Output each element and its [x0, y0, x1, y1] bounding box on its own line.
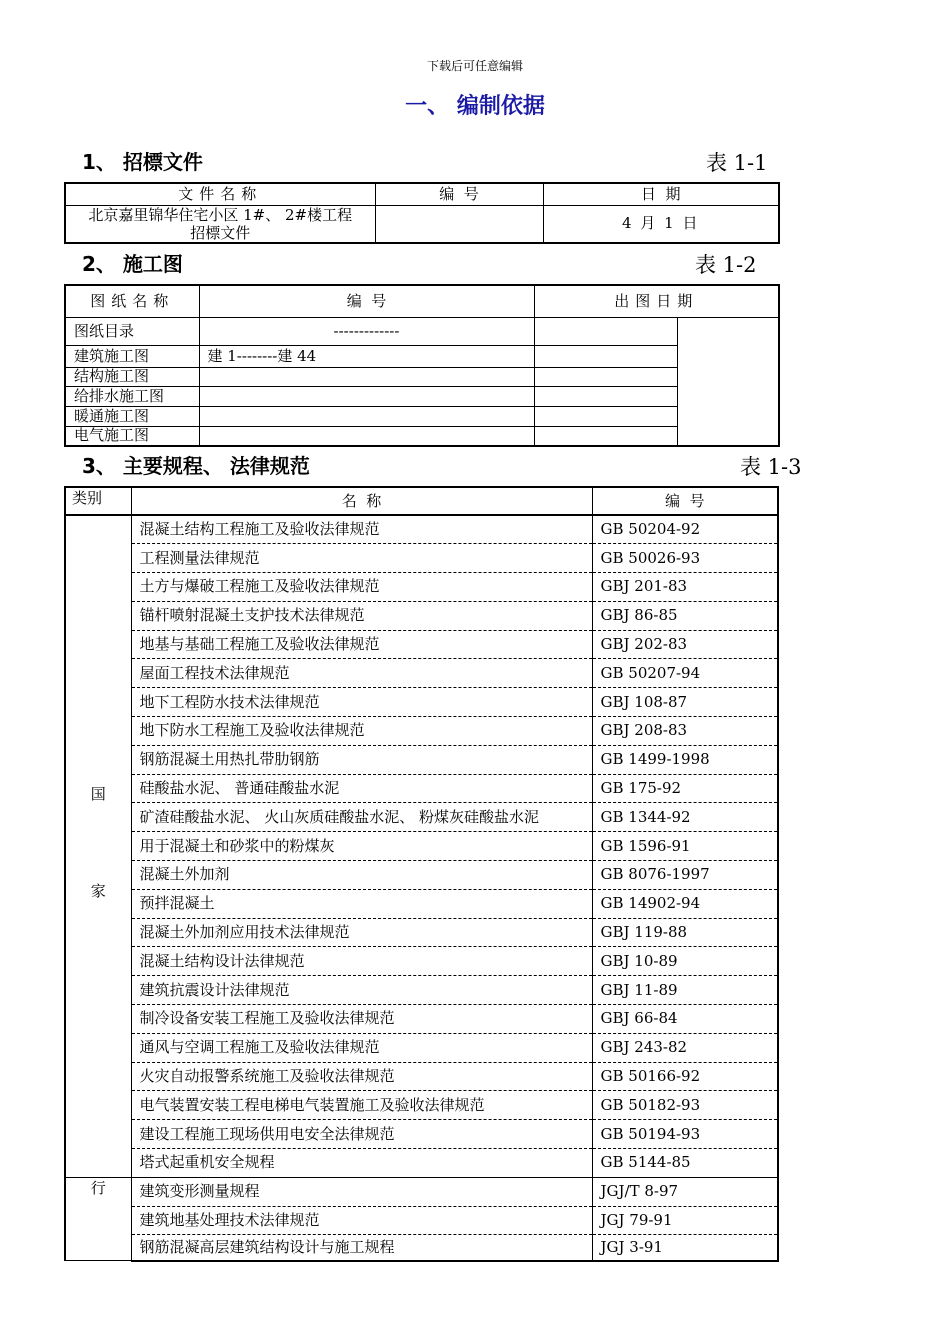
- regulation-name: 土方与爆破工程施工及验收法律规范: [131, 573, 592, 602]
- col-header-drawing-name: 图纸名称: [65, 285, 199, 317]
- regulation-name: 塔式起重机安全规程: [131, 1149, 592, 1178]
- regulation-row: [65, 745, 778, 774]
- category-national-char1: 国: [90, 785, 106, 803]
- drawing-number: -------------: [199, 317, 534, 345]
- regulation-name: 建设工程施工现场供用电安全法律规范: [131, 1120, 592, 1149]
- regulation-name: 预拌混凝土: [131, 889, 592, 918]
- regulation-code: JGJ 3-91: [592, 1235, 778, 1261]
- regulation-name: 制冷设备安装工程施工及验收法律规范: [131, 1005, 592, 1034]
- drawing-date: [534, 426, 677, 446]
- regulation-name: 电气装置安装工程电梯电气装置施工及验收法律规范: [131, 1091, 592, 1120]
- drawing-date: [534, 406, 677, 426]
- regulation-name: 工程测量法律规范: [131, 544, 592, 573]
- regulation-row: [65, 947, 778, 976]
- category-national: [65, 515, 131, 1177]
- regulation-code: GBJ 202-83: [592, 630, 778, 659]
- drawing-name: 电气施工图: [65, 426, 199, 446]
- regulation-row: [65, 573, 778, 602]
- regulation-name: 硅酸盐水泥、 普通硅酸盐水泥: [131, 774, 592, 803]
- regulation-name: 钢筋混凝高层建筑结构设计与施工规程: [131, 1235, 592, 1261]
- regulation-row: [65, 544, 778, 573]
- regulation-code: GB 50182-93: [592, 1091, 778, 1120]
- regulation-row: [65, 1177, 778, 1206]
- regulation-row: [65, 1206, 778, 1235]
- regulation-row: [65, 1005, 778, 1034]
- regulation-name: 地下防水工程施工及验收法律规范: [131, 717, 592, 746]
- doc-date-cell: 4 月 1 日: [543, 205, 779, 243]
- header-note: 下载后可任意编辑: [426, 59, 523, 73]
- regulation-code: GBJ 208-83: [592, 717, 778, 746]
- chapter-title: 一、 编制依据: [405, 94, 545, 119]
- section2-title: 2、 施工图: [82, 252, 183, 276]
- col-header-reg-code: 编 号: [592, 487, 778, 515]
- drawing-name: 结构施工图: [65, 367, 199, 386]
- regulation-name: 屋面工程技术法律规范: [131, 659, 592, 688]
- regulation-row: [65, 630, 778, 659]
- regulation-code: GBJ 86-85: [592, 601, 778, 630]
- regulation-row: [65, 1091, 778, 1120]
- regulation-code: GB 50026-93: [592, 544, 778, 573]
- regulation-name: 地下工程防水技术法律规范: [131, 688, 592, 717]
- regulation-row: [65, 1062, 778, 1091]
- drawings-table: [64, 284, 780, 447]
- doc-number-cell: [375, 205, 543, 243]
- regulation-name: 混凝土外加剂应用技术法律规范: [131, 918, 592, 947]
- regulation-row: [65, 717, 778, 746]
- regulation-name: 建筑抗震设计法律规范: [131, 976, 592, 1005]
- blank-cell: [677, 317, 779, 446]
- section1-table-no: 表 1-1: [706, 151, 768, 175]
- regulation-code: GBJ 11-89: [592, 976, 778, 1005]
- section3-title: 3、 主要规程、 法律规范: [82, 454, 310, 478]
- regulation-row: [65, 1235, 778, 1261]
- regulation-code: GB 1499-1998: [592, 745, 778, 774]
- drawing-name: 给排水施工图: [65, 386, 199, 406]
- regulation-row: [65, 832, 778, 861]
- drawing-date: [534, 386, 677, 406]
- regulation-code: GB 1344-92: [592, 803, 778, 832]
- regulation-name: 混凝土外加剂: [131, 861, 592, 890]
- regulation-row: [65, 1120, 778, 1149]
- regulations-table: [64, 486, 779, 1262]
- regulation-code: GB 8076-1997: [592, 861, 778, 890]
- regulation-code: GB 50204-92: [592, 515, 778, 544]
- bidding-doc-table: [64, 182, 780, 244]
- regulation-code: GBJ 108-87: [592, 688, 778, 717]
- drawing-date: [534, 367, 677, 386]
- regulation-code: GBJ 66-84: [592, 1005, 778, 1034]
- drawing-date: [534, 345, 677, 367]
- regulation-name: 混凝土结构工程施工及验收法律规范: [131, 515, 592, 544]
- regulation-name: 用于混凝土和砂浆中的粉煤灰: [131, 832, 592, 861]
- regulation-code: GB 50166-92: [592, 1062, 778, 1091]
- col-header-doc-name: 文件名称: [65, 183, 375, 205]
- regulation-code: JGJ 79-91: [592, 1206, 778, 1235]
- drawing-number: [199, 367, 534, 386]
- col-header-reg-name: 名 称: [131, 487, 592, 515]
- col-header-issue-date: 出图日期: [534, 285, 779, 317]
- regulation-code: GB 50194-93: [592, 1120, 778, 1149]
- regulation-name: 建筑地基处理技术法律规范: [131, 1206, 592, 1235]
- doc-name-line1: 北京嘉里锦华住宅小区 1#、 2#楼工程: [88, 205, 353, 224]
- regulation-row: [65, 976, 778, 1005]
- regulation-row: [65, 861, 778, 890]
- regulation-name: 锚杆喷射混凝土支护技术法律规范: [131, 601, 592, 630]
- category-industry-char: 行: [90, 1178, 106, 1197]
- regulation-name: 钢筋混凝土用热扎带肋钢筋: [131, 745, 592, 774]
- regulation-code: GBJ 243-82: [592, 1033, 778, 1062]
- regulation-code: GBJ 201-83: [592, 573, 778, 602]
- section1-title: 1、 招標文件: [82, 150, 203, 174]
- regulation-name: 通风与空调工程施工及验收法律规范: [131, 1033, 592, 1062]
- regulation-row: [65, 889, 778, 918]
- regulation-code: GB 50207-94: [592, 659, 778, 688]
- drawing-number: [199, 386, 534, 406]
- regulation-code: GBJ 119-88: [592, 918, 778, 947]
- regulation-name: 建筑变形测量规程: [131, 1177, 592, 1206]
- regulation-name: 地基与基础工程施工及验收法律规范: [131, 630, 592, 659]
- category-industry: [65, 1177, 131, 1261]
- category-national-char2: 家: [90, 882, 106, 900]
- doc-name-line2: 招標文件: [190, 223, 251, 242]
- col-header-category: 类别: [65, 487, 131, 515]
- regulation-name: 火灾自动报警系统施工及验收法律规范: [131, 1062, 592, 1091]
- section2-table-no: 表 1-2: [695, 253, 757, 277]
- regulation-row: [65, 515, 778, 544]
- regulation-code: GB 5144-85: [592, 1149, 778, 1178]
- drawing-name: 建筑施工图: [65, 345, 199, 367]
- regulation-row: [65, 803, 778, 832]
- regulation-row: [65, 774, 778, 803]
- col-header-date: 日 期: [543, 183, 779, 205]
- drawing-number: [199, 426, 534, 446]
- regulation-row: [65, 918, 778, 947]
- drawing-number: 建 1--------建 44: [199, 345, 534, 367]
- regulation-name: 矿渣硅酸盐水泥、 火山灰质硅酸盐水泥、 粉煤灰硅酸盐水泥: [131, 803, 592, 832]
- regulation-code: JGJ/T 8-97: [592, 1177, 778, 1206]
- regulation-code: GBJ 10-89: [592, 947, 778, 976]
- regulation-name: 混凝土结构设计法律规范: [131, 947, 592, 976]
- drawing-date: [534, 317, 677, 345]
- col-header-drawing-number: 编 号: [199, 285, 534, 317]
- regulation-row: [65, 659, 778, 688]
- regulation-row: [65, 688, 778, 717]
- regulation-code: GB 1596-91: [592, 832, 778, 861]
- doc-name-cell: [65, 205, 375, 243]
- regulation-code: GB 175-92: [592, 774, 778, 803]
- regulation-code: GB 14902-94: [592, 889, 778, 918]
- col-header-number: 编 号: [375, 183, 543, 205]
- regulation-row: [65, 601, 778, 630]
- regulation-row: [65, 1149, 778, 1178]
- drawing-number: [199, 406, 534, 426]
- regulation-row: [65, 1033, 778, 1062]
- drawing-name: 图纸目录: [65, 317, 199, 345]
- drawing-name: 暖通施工图: [65, 406, 199, 426]
- section3-table-no: 表 1-3: [740, 455, 802, 479]
